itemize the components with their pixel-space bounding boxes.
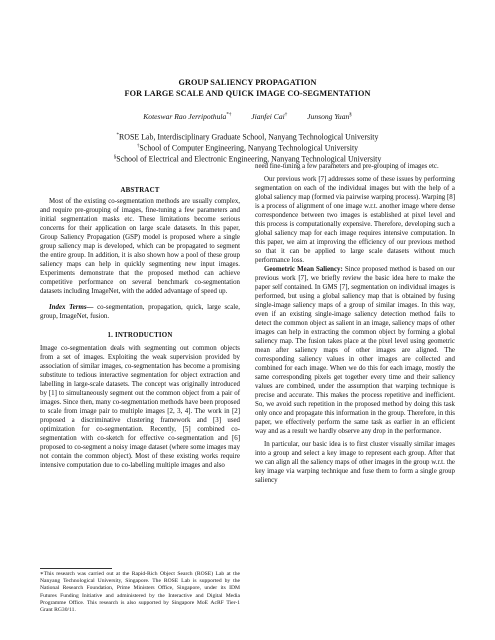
gms-paragraph (255, 265, 455, 436)
paper-title-line1: GROUP SALIENCY PROPAGATION (178, 78, 317, 87)
author-2: Jianfei Cai† (251, 112, 288, 121)
index-terms-label: Index Terms— (49, 304, 94, 311)
left-column (40, 186, 240, 470)
affiliation-1: *ROSE Lab, Interdisciplinary Graduate School, Nanyang Technological University (116, 132, 379, 142)
intro-continued: need fine-tuning a few parameters and pre-grouping of images etc. (255, 163, 439, 170)
index-terms-text: co-segmentation, propagation, quick, large scale, group, ImageNet, fusion. (40, 304, 240, 320)
author-list (40, 112, 455, 121)
previous-work-paragraph: Our previous work [7] addresses some of these issues by performing segmentation on each of the individual images but with the help of a global saliency map (formed via pairwise warping process). Warping [8] is a process of alignment of one image w.r.t. another image where dense correspondence between two images is established at pixel level and this process is computationally expensive. Therefore, developing such a global saliency map for each image requires intensive computation. In this paper, we aim at improving the efficiency of our previous method so that it can be applied to large scale datasets without much performance loss. (255, 176, 455, 264)
gms-heading: Geometric Mean Saliency: (264, 266, 343, 273)
paper-title-line2: FOR LARGE SCALE AND QUICK IMAGE CO-SEGMENTATION (124, 89, 371, 98)
affiliation-3: §School of Electrical and Electronic Engineering, Nanyang Technological University (113, 154, 382, 164)
footnote-rule (40, 568, 112, 569)
gms-text: Since proposed method is based on our previous work [7], we briefly review the basic idea here to make the paper self contained. In GMS [7], segmentation on individual images is performed, but using a global saliency map that is obtained by fusing single-image saliency maps of a group of similar images. In this way, even if an existing single-image saliency detection method fails to detect the common object as salient in an image, saliency maps of other images can help in extracting the common object by forming a global saliency map. The fusion takes place at the pixel level using geometric mean after saliency maps of other images are aligned. The corresponding saliency values in other images are collected and combined for each image. When we do this for each image, mostly the same corresponding pixels get together every time and their saliency values are combined, under the assumption that warping technique is precise and accurate. This makes the process repetitive and inefficient. So, we avoid such repetition in the proposed method by doing this task only once and propagate this information in the group. Therefore, in this paper, we effectively perform the same task as earlier in an efficient way and as a result we hardly observe any drop in the performance. (255, 266, 455, 435)
right-column (255, 162, 455, 485)
abstract-heading: ABSTRACT (120, 187, 160, 194)
basic-idea-paragraph: In particular, our basic idea is to first cluster visually similar images into a group and select a key image to represent each group. After that we can align all the saliency maps of other images in the group w.r.t. the key image via warping technique and fuse them to form a single group saliency (255, 441, 455, 484)
introduction-text: Image co-segmentation deals with segmenting out common objects from a set of images. Exploiting the weak supervision provided by association of similar images, co-segmentation has become a promising substitute to tedious interactive segmentation for object extraction and labelling in large-scale datasets. The concept was originally introduced by [1] to simultaneously segment out the common object from a pair of images. Since then, many co-segmentation methods have been proposed to scale from image pair to multiple images [2, 3, 4]. The work in [2] proposed a discriminative clustering framework and [3] used optimization for co-segmentation. Recently, [5] combined co-segmentation with co-sketch for effective co-segmentation and [6] proposed to co-segment a noisy image dataset (where some images may not contain the common object). Most of these existing works require intensive computation due to co-labelling multiple images and also (40, 345, 240, 469)
introduction-heading: 1. INTRODUCTION (107, 332, 173, 339)
author-3: Junsong Yuan§ (307, 112, 352, 121)
abstract-text: Most of the existing co-segmentation methods are usually complex, and require pre-grouping of images, fine-tuning a few parameters and initial segmentation masks etc. These limitations become serious concerns for their application on large scale datasets. In this paper, Group Saliency Propagation (GSP) model is proposed where a single group saliency map is developed, which can be propagated to segment the entire group. In addition, it is also shown how a pool of these group saliency maps can help in quickly segmenting new input images. Experiments demonstrate that the proposed method can achieve competitive performance on several benchmark co-segmentation datasets including ImageNet, with the added advantage of speed up. (40, 198, 240, 295)
affiliation-2: †School of Computer Engineering, Nanyang Technological University (136, 143, 359, 153)
author-1: Koteswar Rao Jerripothula*† (143, 112, 232, 121)
index-terms (40, 303, 240, 321)
footnote: ∗This research was carried out at the Rapid-Rich Object Search (ROSE) Lab at the Nanyang Technological University, Singapore. The ROSE Lab is supported by the National Research Foundation, Prime Ministers Office, Singapore, under its IDM Futures Funding Initiative and administered by the Interactive and Digital Media Programme Office. This research is also supported by Singapore MoE AcRF Tier-1 Grant RG30/11. (40, 571, 240, 614)
